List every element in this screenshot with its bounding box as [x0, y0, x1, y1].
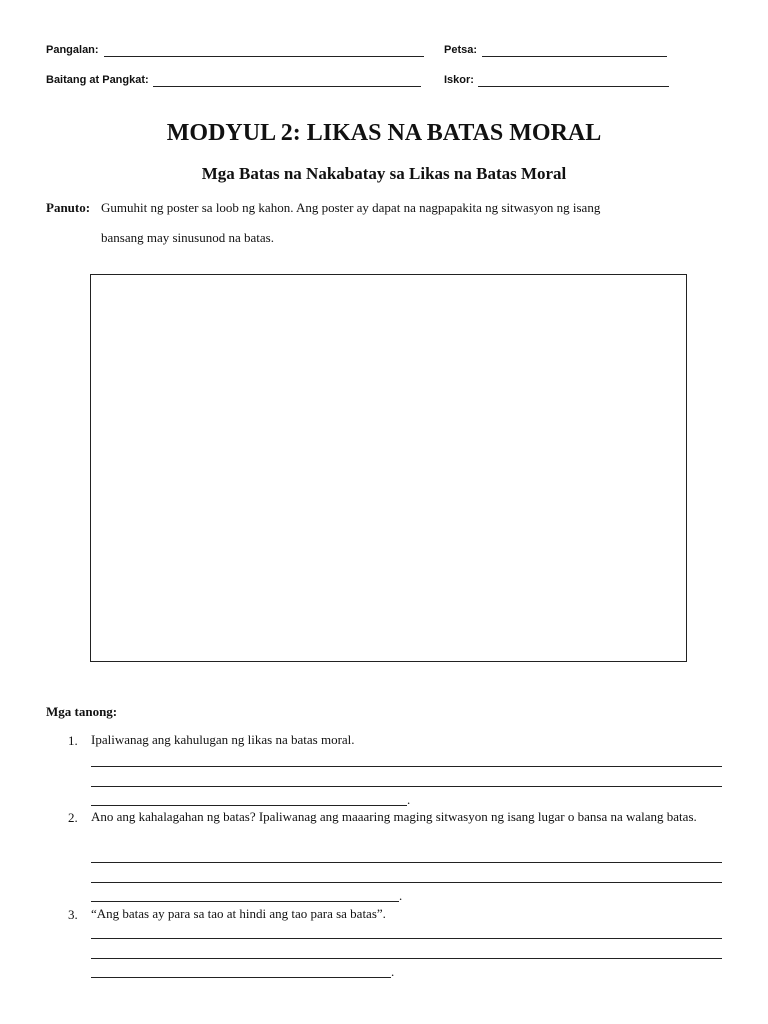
answer-end-period: .	[391, 964, 395, 979]
grade-section-label: Baitang at Pangkat:	[46, 74, 149, 86]
question-2-text: Ano ang kahalagahan ng batas? Ipaliwanag ang maaaring maging sitwasyon ng isang lugar o bansa na walang batas.	[91, 809, 697, 824]
poster-drawing-box[interactable]	[90, 274, 687, 662]
score-label: Iskor:	[444, 74, 474, 86]
answer-line[interactable]	[91, 786, 722, 787]
answer-line[interactable]	[91, 901, 399, 902]
grade-section-field[interactable]	[153, 86, 421, 87]
instructions-label: Panuto:	[46, 200, 91, 215]
question-2-number: 2.	[68, 810, 78, 825]
question-3-number: 3.	[68, 907, 78, 922]
date-label: Petsa:	[444, 44, 478, 56]
answer-line[interactable]	[91, 882, 722, 883]
date-field[interactable]	[482, 56, 667, 57]
name-label: Pangalan:	[46, 44, 99, 56]
answer-line[interactable]	[91, 862, 722, 863]
name-field[interactable]	[104, 56, 424, 57]
page-subtitle: Mga Batas na Nakabatay sa Likas na Batas Moral	[201, 164, 567, 183]
questions-heading: Mga tanong:	[46, 704, 118, 719]
answer-line[interactable]	[91, 938, 722, 939]
instructions-line-1: Gumuhit ng poster sa loob ng kahon. Ang poster ay dapat na nagpapakita ng sitwasyon ng isang	[101, 200, 601, 215]
instructions-line-2: bansang may sinusunod na batas.	[101, 230, 274, 245]
question-1-number: 1.	[68, 733, 78, 748]
question-1-text: Ipaliwanag ang kahulugan ng likas na batas moral.	[91, 732, 355, 747]
question-3-text: “Ang batas ay para sa tao at hindi ang tao para sa batas”.	[91, 906, 386, 921]
answer-line[interactable]	[91, 766, 722, 767]
answer-end-period: .	[399, 888, 403, 903]
answer-end-period: .	[407, 792, 411, 807]
score-field[interactable]	[478, 86, 669, 87]
answer-line[interactable]	[91, 958, 722, 959]
answer-line[interactable]	[91, 805, 407, 806]
page-title: MODYUL 2: LIKAS NA BATAS MORAL	[166, 120, 602, 146]
answer-line[interactable]	[91, 977, 391, 978]
